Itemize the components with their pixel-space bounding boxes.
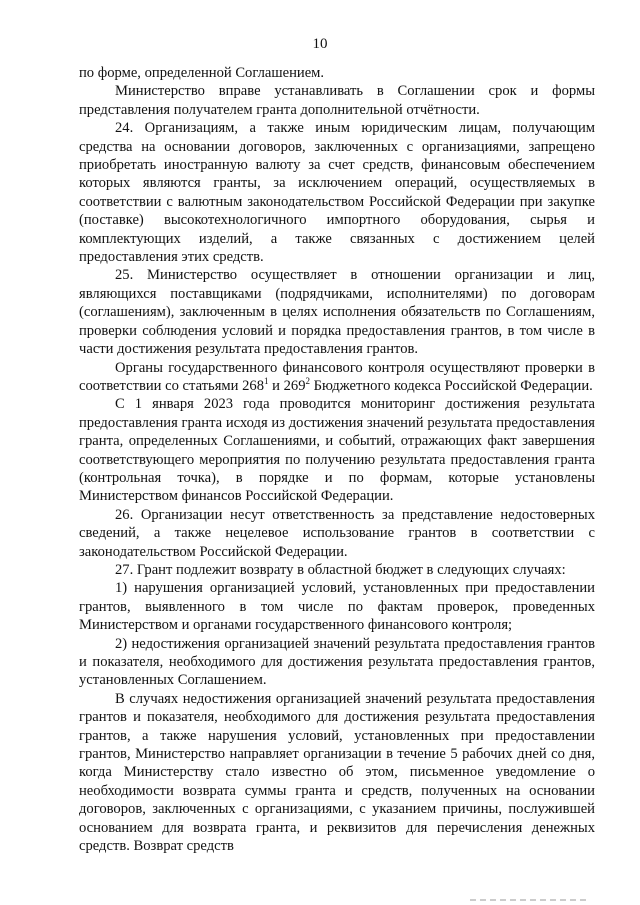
paragraph-24: 24. Организациям, а также иным юридическим лицам, получающим средства на основании договоров, заключенных с организациями, запрещено приобретать иностранную валюту за счет средств, финансовым обеспечением которых являются гранты, за исключением операций, осуществляемых в соответствии с валютным законодательством Российской Федерации при закупке (поставке) высокотехнологичного импортного оборудования, сырья и комплектующих изделий, а также связанных с достижением целей предоставления этих средств. (79, 120, 595, 266)
paragraph-25: 25. Министерство осуществляет в отношении организации и лиц, являющихся поставщиками (подрядчиками, исполнителями) по договорам (соглашениям), заключенным в целях исполнения обязательств по Соглашениям, проверки соблюдения условий и порядка предоставления грантов, в том числе в части достижения результата предоставления грантов. (79, 267, 595, 358)
scan-artifact (470, 899, 590, 901)
page-number: 10 (312, 36, 328, 52)
paragraph-financial-control (79, 359, 595, 396)
paragraph-reporting: Министерство вправе устанавливать в Соглашении срок и формы представления получателем гранта дополнительной отчётности. (79, 83, 595, 118)
paragraph-financial-control-text: Органы государственного финансового контроля осуществляют проверки в соответствии со статьями 268 (79, 359, 595, 394)
paragraph-return-notice: В случаях недостижения организацией значений результата предоставления грантов и показателя, необходимого для достижения результата предоставления грантов, а также нарушения условий, установленных при предоставлении грантов, Министерство направляет организации в течение 5 рабочих дней со дня, когда Министерству стало известно об этом, письменное уведомление о необходимости возврата суммы гранта и средств, полученных на основании договоров, заключенных с организациями, с указанием причины, послужившей основанием для возврата гранта, и реквизитов для перечисления денежных средств. Возврат средств (79, 690, 595, 855)
paragraph-27: 27. Грант подлежит возврату в областной бюджет в следующих случаях: (115, 561, 566, 578)
paragraph-financial-control-tail: Бюджетного кодекса Российской Федерации. (310, 377, 593, 394)
paragraph-27-item-2: 2) недостижения организацией значений результата предоставления грантов и показателя, необходимого для достижения результата предоставления грантов, установленных Соглашением. (79, 635, 595, 689)
article-superscript-1: 1 (264, 376, 269, 387)
paragraph-continuation: по форме, определенной Соглашением. (79, 65, 325, 81)
article-superscript-2: 2 (305, 376, 310, 387)
paragraph-monitoring: С 1 января 2023 года проводится мониторинг достижения результата предоставления гранта исходя из достижения значений результата предоставления гранта, определенных Соглашениями, и событий, отражающих факт завершения соответствующего мероприятия по получению результата предоставления гранта (контрольная точка), в порядке и по формам, которые установлены Министерством финансов Российской Федерации. (79, 396, 595, 505)
document-body (79, 64, 595, 855)
paragraph-27-item-1: 1) нарушения организацией условий, установленных при предоставлении грантов, выявленного в том числе по фактам проверок, проведенных Министерством и органами государственного финансового контроля; (79, 580, 595, 634)
paragraph-financial-control-mid: и 269 (268, 377, 306, 394)
paragraph-26: 26. Организации несут ответственность за представление недостоверных сведений, а также нецелевое использование грантов в соответствии с законодательством Российской Федерации. (79, 506, 595, 560)
